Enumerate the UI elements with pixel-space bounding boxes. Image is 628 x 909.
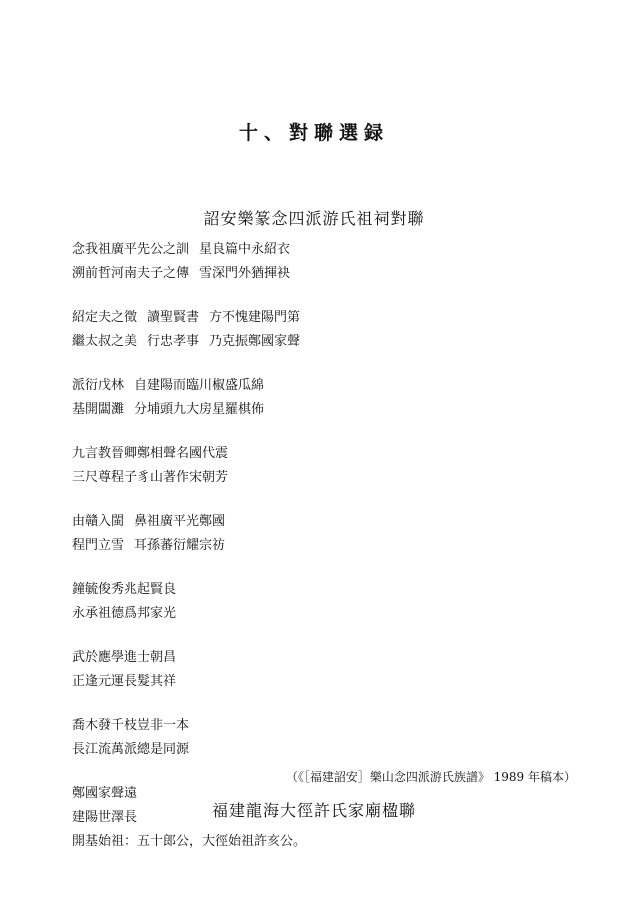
line-phrase: 繼太叔之美 [72, 334, 138, 349]
line-phrase: 永承祖德爲邦家光 [72, 606, 177, 621]
couplet [72, 646, 572, 694]
couplet-line [72, 670, 572, 694]
line-phrase: 正逢元運長髮其祥 [72, 674, 177, 689]
line-phrase: 長江流萬派總是同源 [72, 742, 190, 757]
line-phrase: 鄭國家聲遠 [72, 786, 138, 801]
couplet-line [72, 262, 572, 286]
line-phrase: 建陽世澤長 [72, 810, 138, 825]
line-phrase: 派衍戊林 [72, 378, 125, 393]
couplet-line [72, 442, 572, 466]
chapter-title: 十、對聯選録 [238, 122, 389, 144]
line-phrase: 程門立雪 [72, 538, 125, 553]
line-phrase: 溯前哲河南夫子之傳 [72, 266, 190, 281]
line-phrase: 基開闆灘 [72, 402, 125, 417]
line-phrase: 鐘毓俊秀兆起賢良 [72, 582, 177, 597]
founder-note: 開基始祖：五十郎公，大徑始祖許亥公。 [72, 834, 307, 849]
line-phrase: 喬木發千枝豈非一本 [72, 718, 190, 733]
line-phrase: 雪深門外猶揮袂 [199, 266, 291, 281]
line-phrase: 行忠孝事 [147, 334, 200, 349]
couplet-line [72, 238, 572, 262]
couplet [72, 578, 572, 626]
couplet-line [72, 646, 572, 670]
section-title-xushi-family-temple: 福建龍海大徑許氏家廟楹聯 [211, 801, 416, 820]
couplet-line [72, 374, 572, 398]
line-phrase: 紹定夫之徵 [72, 310, 138, 325]
line-phrase: 分埔頭九大房星羅棋佈 [134, 402, 265, 417]
couplet [72, 374, 572, 422]
couplet-line [72, 306, 572, 330]
couplet-line [72, 578, 572, 602]
couplet-line [72, 330, 572, 354]
couplet-line [72, 738, 572, 762]
couplet-line [72, 602, 572, 626]
line-phrase: 武於應學進士朝昌 [72, 650, 177, 665]
line-phrase: 星良篇中永紹衣 [199, 242, 291, 257]
couplet-list [72, 238, 572, 850]
line-phrase: 方不愧建陽門第 [209, 310, 301, 325]
couplet-line [72, 714, 572, 738]
line-phrase: 三尺尊程子豸山著作宋朝芳 [72, 470, 229, 485]
line-phrase: 念我祖廣平先公之訓 [72, 242, 190, 257]
line-phrase: 乃克振鄭國家聲 [209, 334, 301, 349]
couplet [72, 238, 572, 286]
couplet-line [72, 534, 572, 558]
source-citation: （《［福建詔安］樂山念四派游氏族譜》 1989 年稿本） [285, 770, 576, 784]
line-phrase: 九言教晉卿鄭相聲名國代震 [72, 446, 229, 461]
line-phrase: 讀聖賢書 [147, 310, 200, 325]
line-phrase: 由贛入閩 [72, 514, 125, 529]
couplet-line [72, 398, 572, 422]
line-phrase: 耳孫蕃衍耀宗祊 [134, 538, 226, 553]
couplet-line [72, 510, 572, 534]
couplet-line [72, 466, 572, 490]
couplet [72, 510, 572, 558]
line-phrase: 鼻祖廣平光鄭國 [134, 514, 226, 529]
couplet [72, 442, 572, 490]
couplet [72, 714, 572, 762]
line-phrase: 自建陽而臨川椒盛瓜綿 [134, 378, 265, 393]
couplet [72, 306, 572, 354]
section-title-youshi-ancestral-hall: 詔安樂篆念四派游氏祖祠對聯 [203, 209, 425, 228]
